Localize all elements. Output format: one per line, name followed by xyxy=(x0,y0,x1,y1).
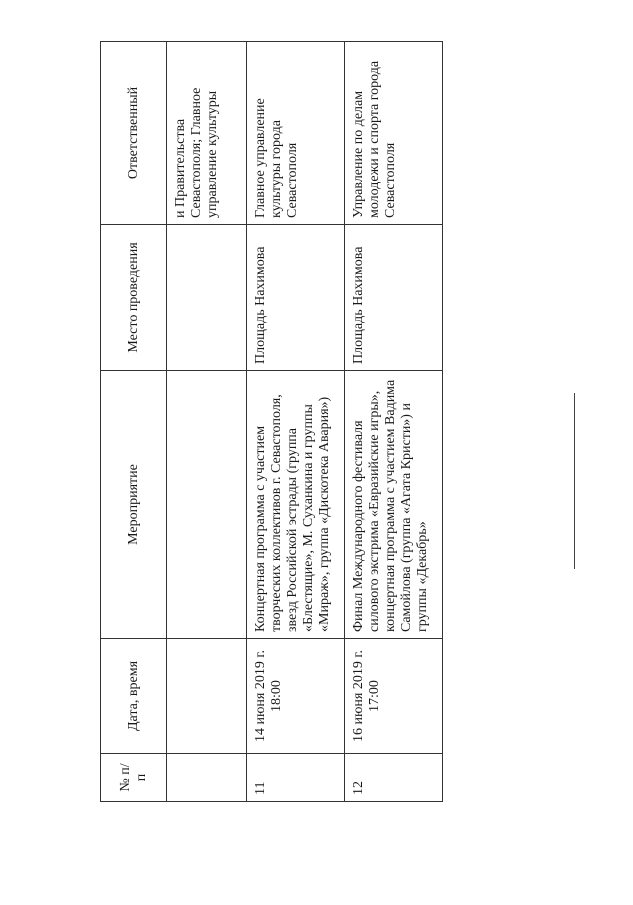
row-place: Площадь Нахимова xyxy=(345,225,443,371)
row-num xyxy=(167,754,247,802)
row-responsible: Главное управление культуры города Севастополя xyxy=(247,42,345,225)
table-header-row xyxy=(101,42,167,802)
row-responsible: Управление по делам молодежи и спорта города Севастополя xyxy=(345,42,443,225)
header-date: Дата, время xyxy=(101,639,167,754)
row-num: 11 xyxy=(247,754,345,802)
events-table xyxy=(100,41,443,802)
row-event xyxy=(167,371,247,639)
row-date xyxy=(167,639,247,754)
rotated-page xyxy=(100,42,442,802)
row-date: 16 июня 2019 г. 17:00 xyxy=(345,639,443,754)
row-place xyxy=(167,225,247,371)
table-row xyxy=(247,42,345,802)
row-event: Финал Международного фестиваля силового экстрима «Евразийские игры», концертная программа с участием Вадима Самойлова (группа «Агата Кристи») и группы «Декабрь» xyxy=(345,371,443,639)
row-responsible: и Правительства Севастополя; Главное управление культуры xyxy=(167,42,247,225)
end-separator-line xyxy=(574,393,575,569)
row-date: 14 июня 2019 г. 18:00 xyxy=(247,639,345,754)
header-event: Мероприятие xyxy=(101,371,167,639)
header-place: Место проведения xyxy=(101,225,167,371)
header-num: № п/п xyxy=(101,754,167,802)
header-responsible: Ответственный xyxy=(101,42,167,225)
row-num: 12 xyxy=(345,754,443,802)
row-place: Площадь Нахимова xyxy=(247,225,345,371)
table-row xyxy=(345,42,443,802)
table-row xyxy=(167,42,247,802)
row-event: Концертная программа с участием творческих коллективов г. Севастополя, звезд Российской эстрады (группа «Блестящие», М. Суханкина и группы «Мираж», группа «Дискотека Авария») xyxy=(247,371,345,639)
